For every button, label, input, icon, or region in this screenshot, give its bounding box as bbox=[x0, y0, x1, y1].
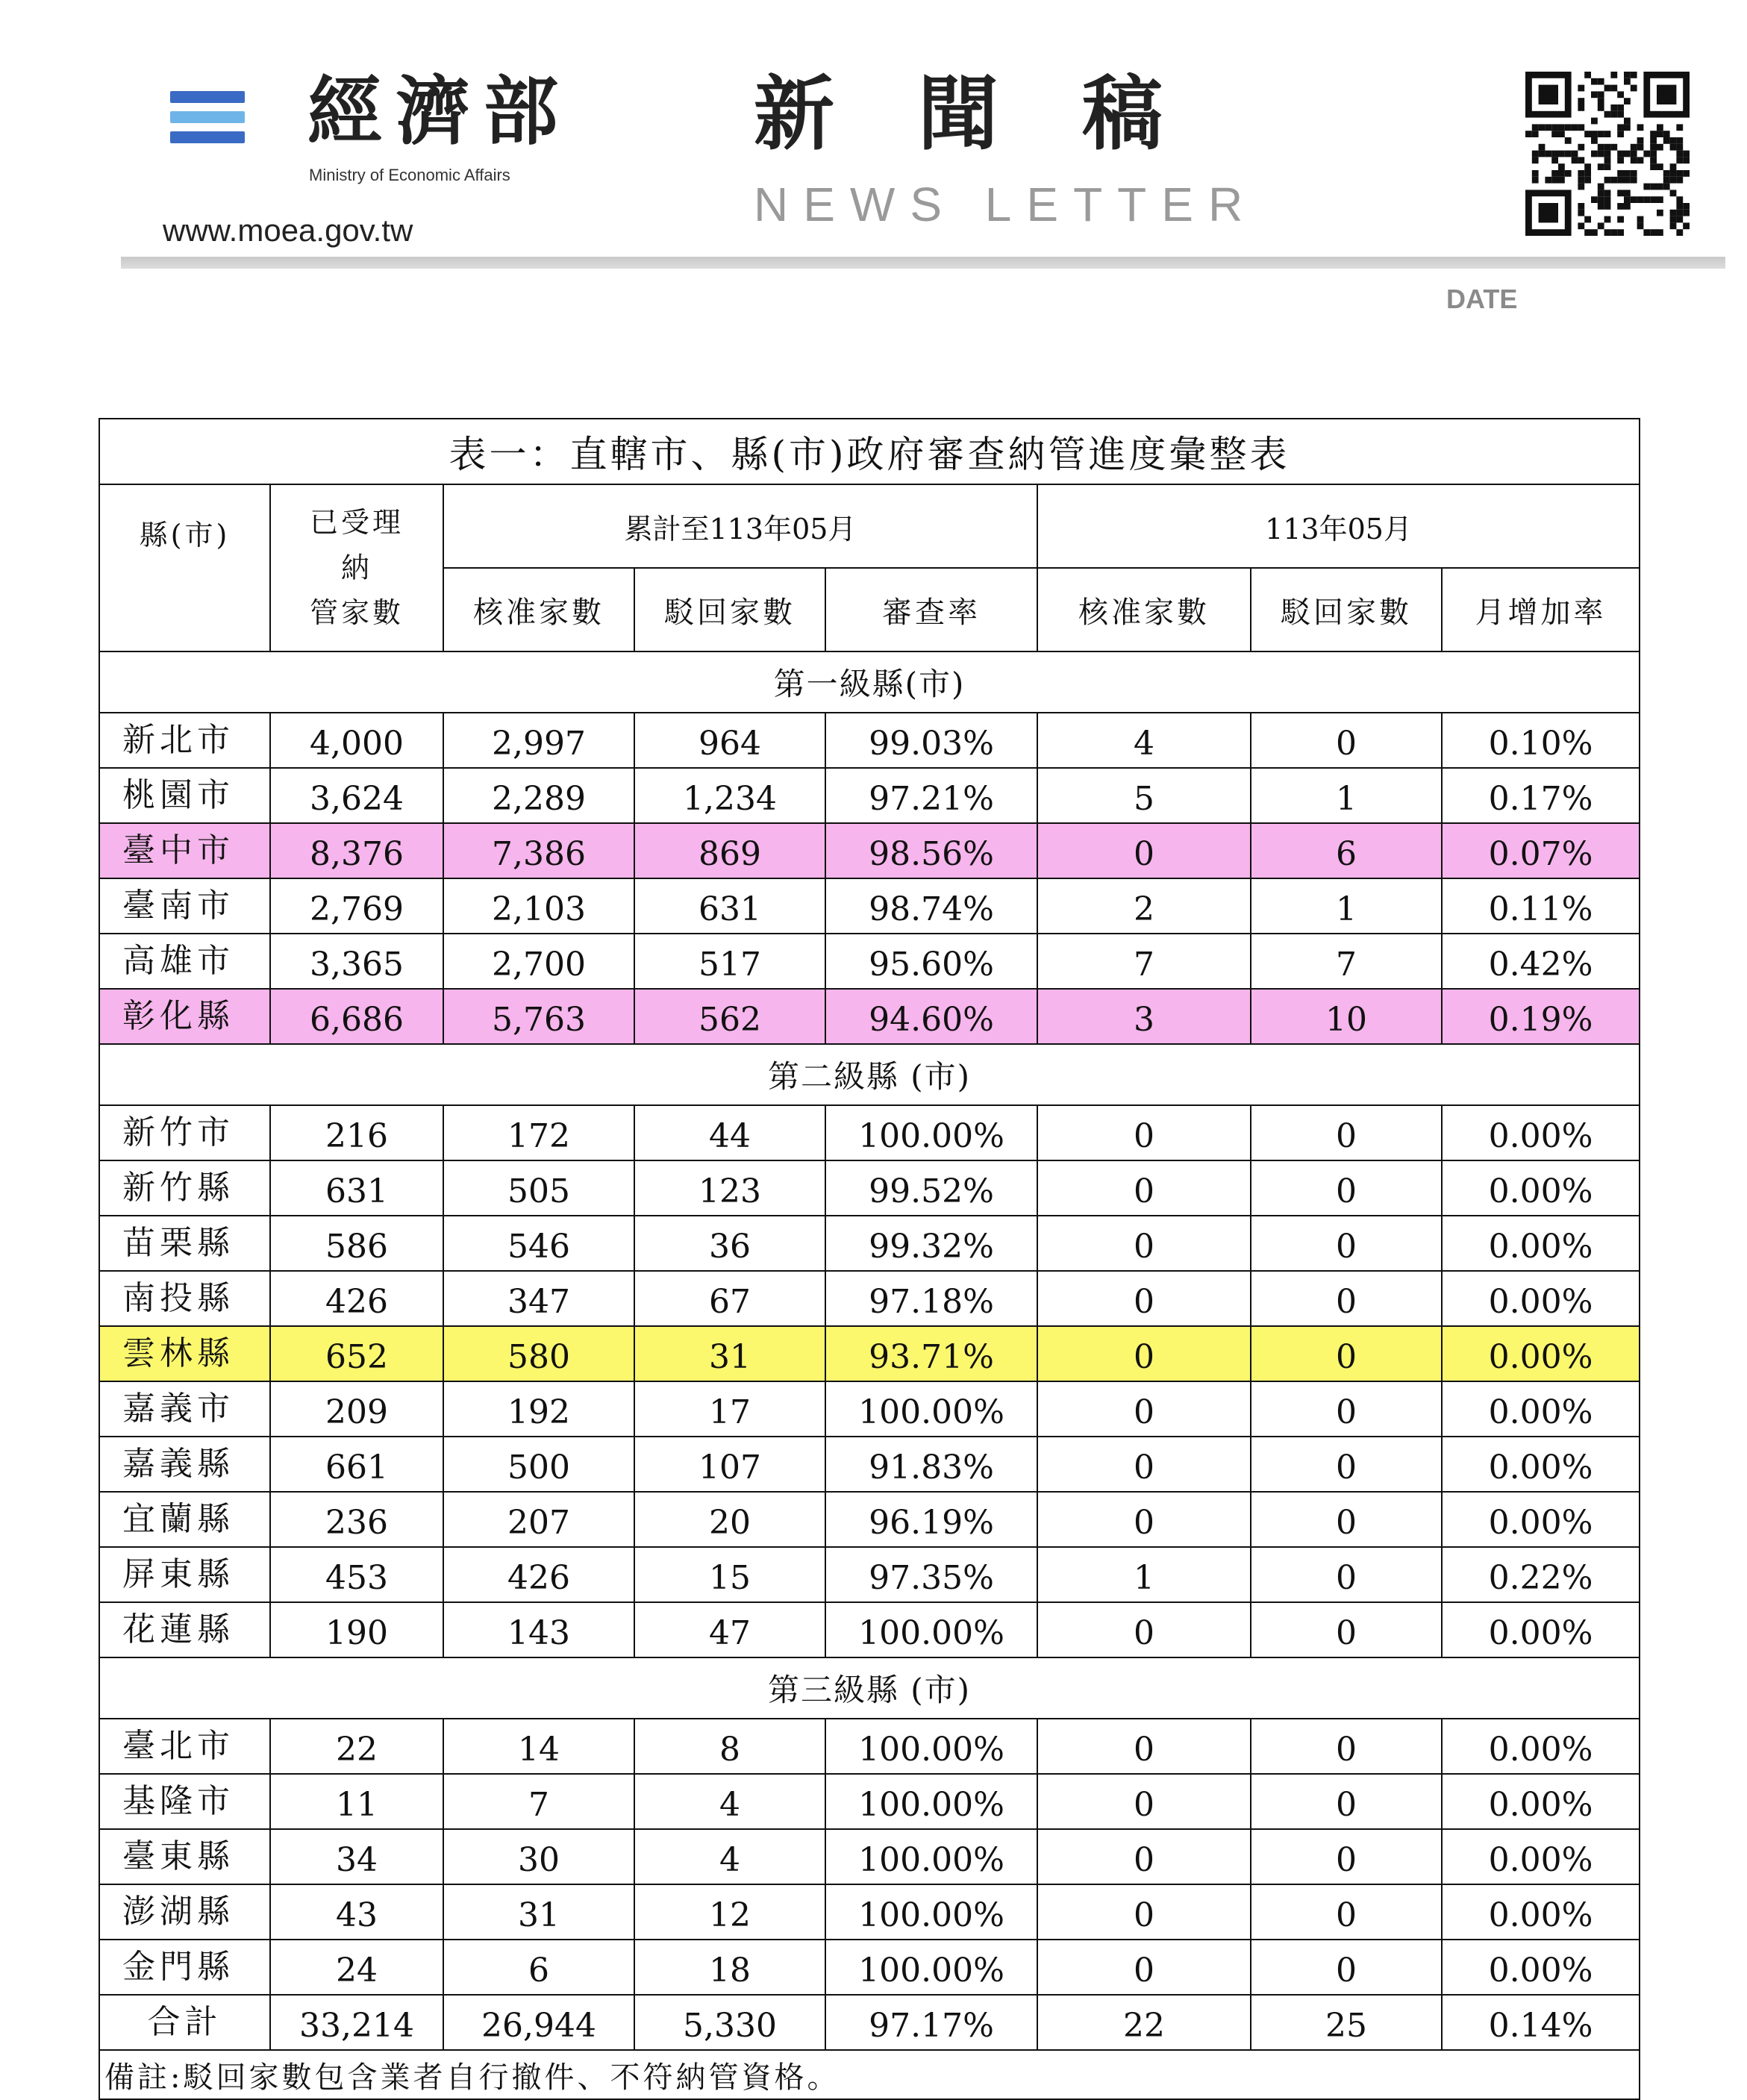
approved-cell: 14 bbox=[443, 1719, 634, 1774]
m-approved-cell: 0 bbox=[1037, 823, 1251, 878]
m-rate-cell: 0.00% bbox=[1442, 1829, 1640, 1884]
m-rate-cell: 0.17% bbox=[1442, 768, 1640, 823]
m-rate-cell: 0.00% bbox=[1442, 1602, 1640, 1657]
total-m-rejected-cell: 25 bbox=[1251, 1995, 1442, 2050]
m-rate-cell: 0.00% bbox=[1442, 1381, 1640, 1437]
m-approved-cell: 0 bbox=[1037, 1884, 1251, 1940]
approved-cell: 546 bbox=[443, 1216, 634, 1271]
approved-cell: 2,103 bbox=[443, 878, 634, 934]
approved-cell: 31 bbox=[443, 1884, 634, 1940]
approved-cell: 6 bbox=[443, 1940, 634, 1995]
m-rate-cell: 0.19% bbox=[1442, 989, 1640, 1044]
table-row bbox=[99, 1160, 1640, 1216]
m-approved-cell: 3 bbox=[1037, 989, 1251, 1044]
m-approved-cell: 0 bbox=[1037, 1216, 1251, 1271]
county-cell: 嘉義縣 bbox=[99, 1437, 270, 1492]
m-rejected-cell: 0 bbox=[1251, 1326, 1442, 1381]
county-cell: 屏東縣 bbox=[99, 1547, 270, 1602]
qr-code bbox=[1525, 72, 1690, 236]
logo-bar-bottom bbox=[170, 131, 245, 143]
table-row bbox=[99, 1719, 1640, 1774]
rejected-cell: 17 bbox=[634, 1381, 825, 1437]
table-row bbox=[99, 1774, 1640, 1829]
county-cell: 新竹市 bbox=[99, 1105, 270, 1160]
header-month-rejected: 駁回家數 bbox=[1251, 568, 1442, 651]
m-rejected-cell: 10 bbox=[1251, 989, 1442, 1044]
rate-cell: 99.32% bbox=[825, 1216, 1037, 1271]
received-cell: 216 bbox=[270, 1105, 443, 1160]
rejected-cell: 964 bbox=[634, 713, 825, 768]
m-approved-cell: 0 bbox=[1037, 1719, 1251, 1774]
received-cell: 3,365 bbox=[270, 934, 443, 989]
m-approved-cell: 0 bbox=[1037, 1492, 1251, 1547]
m-approved-cell: 0 bbox=[1037, 1602, 1251, 1657]
m-approved-cell: 0 bbox=[1037, 1381, 1251, 1437]
m-rate-cell: 0.00% bbox=[1442, 1437, 1640, 1492]
doc-type-title: 新聞稿 bbox=[754, 68, 1247, 161]
rejected-cell: 15 bbox=[634, 1547, 825, 1602]
m-rejected-cell: 1 bbox=[1251, 878, 1442, 934]
table-title: 表一：直轄市、縣(市)政府審查納管進度彙整表 bbox=[99, 419, 1640, 484]
rate-cell: 97.21% bbox=[825, 768, 1037, 823]
header-received: 已受理納 管家數 bbox=[270, 484, 443, 651]
approved-cell: 2,700 bbox=[443, 934, 634, 989]
table-row bbox=[99, 823, 1640, 878]
rate-cell: 97.18% bbox=[825, 1271, 1037, 1326]
m-rate-cell: 0.00% bbox=[1442, 1884, 1640, 1940]
rate-cell: 100.00% bbox=[825, 1381, 1037, 1437]
table-row bbox=[99, 1829, 1640, 1884]
county-cell: 金門縣 bbox=[99, 1940, 270, 1995]
county-cell: 臺中市 bbox=[99, 823, 270, 878]
m-rejected-cell: 0 bbox=[1251, 1829, 1442, 1884]
rejected-cell: 631 bbox=[634, 878, 825, 934]
county-cell: 桃園市 bbox=[99, 768, 270, 823]
review-progress-table bbox=[99, 418, 1639, 2100]
m-approved-cell: 7 bbox=[1037, 934, 1251, 989]
table-row bbox=[99, 1884, 1640, 1940]
total-received-cell: 33,214 bbox=[270, 1995, 443, 2050]
rate-cell: 100.00% bbox=[825, 1829, 1037, 1884]
rate-cell: 91.83% bbox=[825, 1437, 1037, 1492]
rejected-cell: 869 bbox=[634, 823, 825, 878]
table-row bbox=[99, 713, 1640, 768]
received-cell: 8,376 bbox=[270, 823, 443, 878]
header-divider bbox=[121, 257, 1725, 269]
rejected-cell: 20 bbox=[634, 1492, 825, 1547]
county-cell: 南投縣 bbox=[99, 1271, 270, 1326]
m-rate-cell: 0.22% bbox=[1442, 1547, 1640, 1602]
rejected-cell: 44 bbox=[634, 1105, 825, 1160]
rejected-cell: 18 bbox=[634, 1940, 825, 1995]
table-row bbox=[99, 1547, 1640, 1602]
total-rejected-cell: 5,330 bbox=[634, 1995, 825, 2050]
county-cell: 澎湖縣 bbox=[99, 1884, 270, 1940]
m-rate-cell: 0.00% bbox=[1442, 1160, 1640, 1216]
rate-cell: 100.00% bbox=[825, 1602, 1037, 1657]
received-cell: 631 bbox=[270, 1160, 443, 1216]
m-rate-cell: 0.00% bbox=[1442, 1105, 1640, 1160]
logo-bar-middle bbox=[170, 111, 245, 123]
m-rejected-cell: 0 bbox=[1251, 1105, 1442, 1160]
approved-cell: 2,289 bbox=[443, 768, 634, 823]
rejected-cell: 562 bbox=[634, 989, 825, 1044]
table-note: 備註:駁回家數包含業者自行撤件、不符納管資格。 bbox=[99, 2050, 1640, 2099]
rejected-cell: 1,234 bbox=[634, 768, 825, 823]
total-row bbox=[99, 1995, 1640, 2050]
county-cell: 嘉義市 bbox=[99, 1381, 270, 1437]
county-cell: 基隆市 bbox=[99, 1774, 270, 1829]
m-approved-cell: 0 bbox=[1037, 1160, 1251, 1216]
ministry-logo bbox=[170, 91, 245, 151]
approved-cell: 5,763 bbox=[443, 989, 634, 1044]
received-cell: 236 bbox=[270, 1492, 443, 1547]
received-cell: 190 bbox=[270, 1602, 443, 1657]
county-cell: 新北市 bbox=[99, 713, 270, 768]
m-approved-cell: 0 bbox=[1037, 1829, 1251, 1884]
m-approved-cell: 0 bbox=[1037, 1774, 1251, 1829]
rate-cell: 98.74% bbox=[825, 878, 1037, 934]
header-rejected: 駁回家數 bbox=[634, 568, 825, 651]
tier-label: 第三級縣 (市) bbox=[99, 1657, 1640, 1719]
rate-cell: 100.00% bbox=[825, 1719, 1037, 1774]
received-cell: 453 bbox=[270, 1547, 443, 1602]
received-cell: 661 bbox=[270, 1437, 443, 1492]
m-rate-cell: 0.00% bbox=[1442, 1271, 1640, 1326]
m-rate-cell: 0.00% bbox=[1442, 1326, 1640, 1381]
m-approved-cell: 0 bbox=[1037, 1940, 1251, 1995]
m-rate-cell: 0.00% bbox=[1442, 1940, 1640, 1995]
date-label: DATE bbox=[1446, 284, 1518, 314]
table-row bbox=[99, 768, 1640, 823]
approved-cell: 500 bbox=[443, 1437, 634, 1492]
m-rate-cell: 0.00% bbox=[1442, 1216, 1640, 1271]
received-cell: 3,624 bbox=[270, 768, 443, 823]
county-cell: 新竹縣 bbox=[99, 1160, 270, 1216]
rate-cell: 99.03% bbox=[825, 713, 1037, 768]
m-approved-cell: 1 bbox=[1037, 1547, 1251, 1602]
m-approved-cell: 0 bbox=[1037, 1437, 1251, 1492]
table-row bbox=[99, 1326, 1640, 1381]
table-row bbox=[99, 1216, 1640, 1271]
m-rate-cell: 0.00% bbox=[1442, 1492, 1640, 1547]
rejected-cell: 123 bbox=[634, 1160, 825, 1216]
m-rate-cell: 0.00% bbox=[1442, 1719, 1640, 1774]
received-cell: 4,000 bbox=[270, 713, 443, 768]
m-rejected-cell: 0 bbox=[1251, 1160, 1442, 1216]
m-rejected-cell: 0 bbox=[1251, 1271, 1442, 1326]
county-cell: 臺東縣 bbox=[99, 1829, 270, 1884]
rate-cell: 95.60% bbox=[825, 934, 1037, 989]
received-cell: 586 bbox=[270, 1216, 443, 1271]
rejected-cell: 8 bbox=[634, 1719, 825, 1774]
received-cell: 426 bbox=[270, 1271, 443, 1326]
m-approved-cell: 0 bbox=[1037, 1271, 1251, 1326]
received-cell: 22 bbox=[270, 1719, 443, 1774]
table-row bbox=[99, 1940, 1640, 1995]
approved-cell: 143 bbox=[443, 1602, 634, 1657]
header-month-group: 113年05月 bbox=[1037, 484, 1640, 568]
approved-cell: 7 bbox=[443, 1774, 634, 1829]
rejected-cell: 36 bbox=[634, 1216, 825, 1271]
county-cell: 高雄市 bbox=[99, 934, 270, 989]
rate-cell: 100.00% bbox=[825, 1940, 1037, 1995]
m-rate-cell: 0.42% bbox=[1442, 934, 1640, 989]
rejected-cell: 67 bbox=[634, 1271, 825, 1326]
rate-cell: 93.71% bbox=[825, 1326, 1037, 1381]
tier-label: 第一級縣(市) bbox=[99, 651, 1640, 713]
total-m-approved-cell: 22 bbox=[1037, 1995, 1251, 2050]
m-rejected-cell: 0 bbox=[1251, 1216, 1442, 1271]
rate-cell: 94.60% bbox=[825, 989, 1037, 1044]
m-rejected-cell: 0 bbox=[1251, 1602, 1442, 1657]
tier-label: 第二級縣 (市) bbox=[99, 1044, 1640, 1105]
table-row bbox=[99, 1105, 1640, 1160]
table-row bbox=[99, 989, 1640, 1044]
header-county: 縣(市) bbox=[99, 484, 270, 651]
m-rejected-cell: 0 bbox=[1251, 1437, 1442, 1492]
rejected-cell: 517 bbox=[634, 934, 825, 989]
approved-cell: 192 bbox=[443, 1381, 634, 1437]
m-rate-cell: 0.11% bbox=[1442, 878, 1640, 934]
header-review-rate: 審查率 bbox=[825, 568, 1037, 651]
m-rate-cell: 0.07% bbox=[1442, 823, 1640, 878]
table-row bbox=[99, 1437, 1640, 1492]
rate-cell: 96.19% bbox=[825, 1492, 1037, 1547]
rate-cell: 100.00% bbox=[825, 1105, 1037, 1160]
m-approved-cell: 0 bbox=[1037, 1105, 1251, 1160]
rejected-cell: 4 bbox=[634, 1774, 825, 1829]
m-approved-cell: 0 bbox=[1037, 1326, 1251, 1381]
logo-bar-top bbox=[170, 91, 245, 103]
header-month-approved: 核准家數 bbox=[1037, 568, 1251, 651]
m-rejected-cell: 0 bbox=[1251, 1381, 1442, 1437]
rate-cell: 98.56% bbox=[825, 823, 1037, 878]
total-rate-cell: 97.17% bbox=[825, 1995, 1037, 2050]
table-row bbox=[99, 1492, 1640, 1547]
header-monthly-rate: 月增加率 bbox=[1442, 568, 1640, 651]
received-cell: 43 bbox=[270, 1884, 443, 1940]
county-cell: 花蓮縣 bbox=[99, 1602, 270, 1657]
doc-type-english: NEWS LETTER bbox=[754, 178, 1258, 231]
county-cell: 彰化縣 bbox=[99, 989, 270, 1044]
m-approved-cell: 2 bbox=[1037, 878, 1251, 934]
m-rejected-cell: 0 bbox=[1251, 1774, 1442, 1829]
county-cell: 苗栗縣 bbox=[99, 1216, 270, 1271]
total-label: 合計 bbox=[99, 1995, 270, 2050]
county-cell: 臺南市 bbox=[99, 878, 270, 934]
table-row bbox=[99, 1602, 1640, 1657]
approved-cell: 30 bbox=[443, 1829, 634, 1884]
m-rejected-cell: 0 bbox=[1251, 1940, 1442, 1995]
rate-cell: 97.35% bbox=[825, 1547, 1037, 1602]
approved-cell: 2,997 bbox=[443, 713, 634, 768]
m-rejected-cell: 0 bbox=[1251, 1492, 1442, 1547]
rejected-cell: 4 bbox=[634, 1829, 825, 1884]
header-cumulative-group: 累計至113年05月 bbox=[443, 484, 1037, 568]
received-cell: 34 bbox=[270, 1829, 443, 1884]
total-approved-cell: 26,944 bbox=[443, 1995, 634, 2050]
approved-cell: 505 bbox=[443, 1160, 634, 1216]
received-cell: 652 bbox=[270, 1326, 443, 1381]
approved-cell: 207 bbox=[443, 1492, 634, 1547]
rejected-cell: 12 bbox=[634, 1884, 825, 1940]
received-cell: 24 bbox=[270, 1940, 443, 1995]
m-rejected-cell: 1 bbox=[1251, 768, 1442, 823]
table-row bbox=[99, 934, 1640, 989]
m-rejected-cell: 0 bbox=[1251, 1719, 1442, 1774]
m-approved-cell: 5 bbox=[1037, 768, 1251, 823]
county-cell: 雲林縣 bbox=[99, 1326, 270, 1381]
approved-cell: 7,386 bbox=[443, 823, 634, 878]
rate-cell: 100.00% bbox=[825, 1884, 1037, 1940]
received-cell: 2,769 bbox=[270, 878, 443, 934]
approved-cell: 347 bbox=[443, 1271, 634, 1326]
rejected-cell: 31 bbox=[634, 1326, 825, 1381]
approved-cell: 580 bbox=[443, 1326, 634, 1381]
total-m-rate-cell: 0.14% bbox=[1442, 1995, 1640, 2050]
m-rejected-cell: 0 bbox=[1251, 713, 1442, 768]
rate-cell: 100.00% bbox=[825, 1774, 1037, 1829]
rejected-cell: 47 bbox=[634, 1602, 825, 1657]
ministry-name-english: Ministry of Economic Affairs bbox=[309, 166, 510, 184]
header-approved: 核准家數 bbox=[443, 568, 634, 651]
received-cell: 6,686 bbox=[270, 989, 443, 1044]
m-approved-cell: 4 bbox=[1037, 713, 1251, 768]
m-rejected-cell: 0 bbox=[1251, 1884, 1442, 1940]
county-cell: 臺北市 bbox=[99, 1719, 270, 1774]
approved-cell: 426 bbox=[443, 1547, 634, 1602]
m-rejected-cell: 7 bbox=[1251, 934, 1442, 989]
ministry-name: 經濟部 bbox=[307, 68, 572, 155]
rate-cell: 99.52% bbox=[825, 1160, 1037, 1216]
table-row bbox=[99, 878, 1640, 934]
m-rejected-cell: 6 bbox=[1251, 823, 1442, 878]
website-url: www.moea.gov.tw bbox=[163, 213, 413, 248]
rejected-cell: 107 bbox=[634, 1437, 825, 1492]
received-cell: 11 bbox=[270, 1774, 443, 1829]
m-rejected-cell: 0 bbox=[1251, 1547, 1442, 1602]
m-rate-cell: 0.10% bbox=[1442, 713, 1640, 768]
table-row bbox=[99, 1381, 1640, 1437]
m-rate-cell: 0.00% bbox=[1442, 1774, 1640, 1829]
table-row bbox=[99, 1271, 1640, 1326]
county-cell: 宜蘭縣 bbox=[99, 1492, 270, 1547]
approved-cell: 172 bbox=[443, 1105, 634, 1160]
received-cell: 209 bbox=[270, 1381, 443, 1437]
